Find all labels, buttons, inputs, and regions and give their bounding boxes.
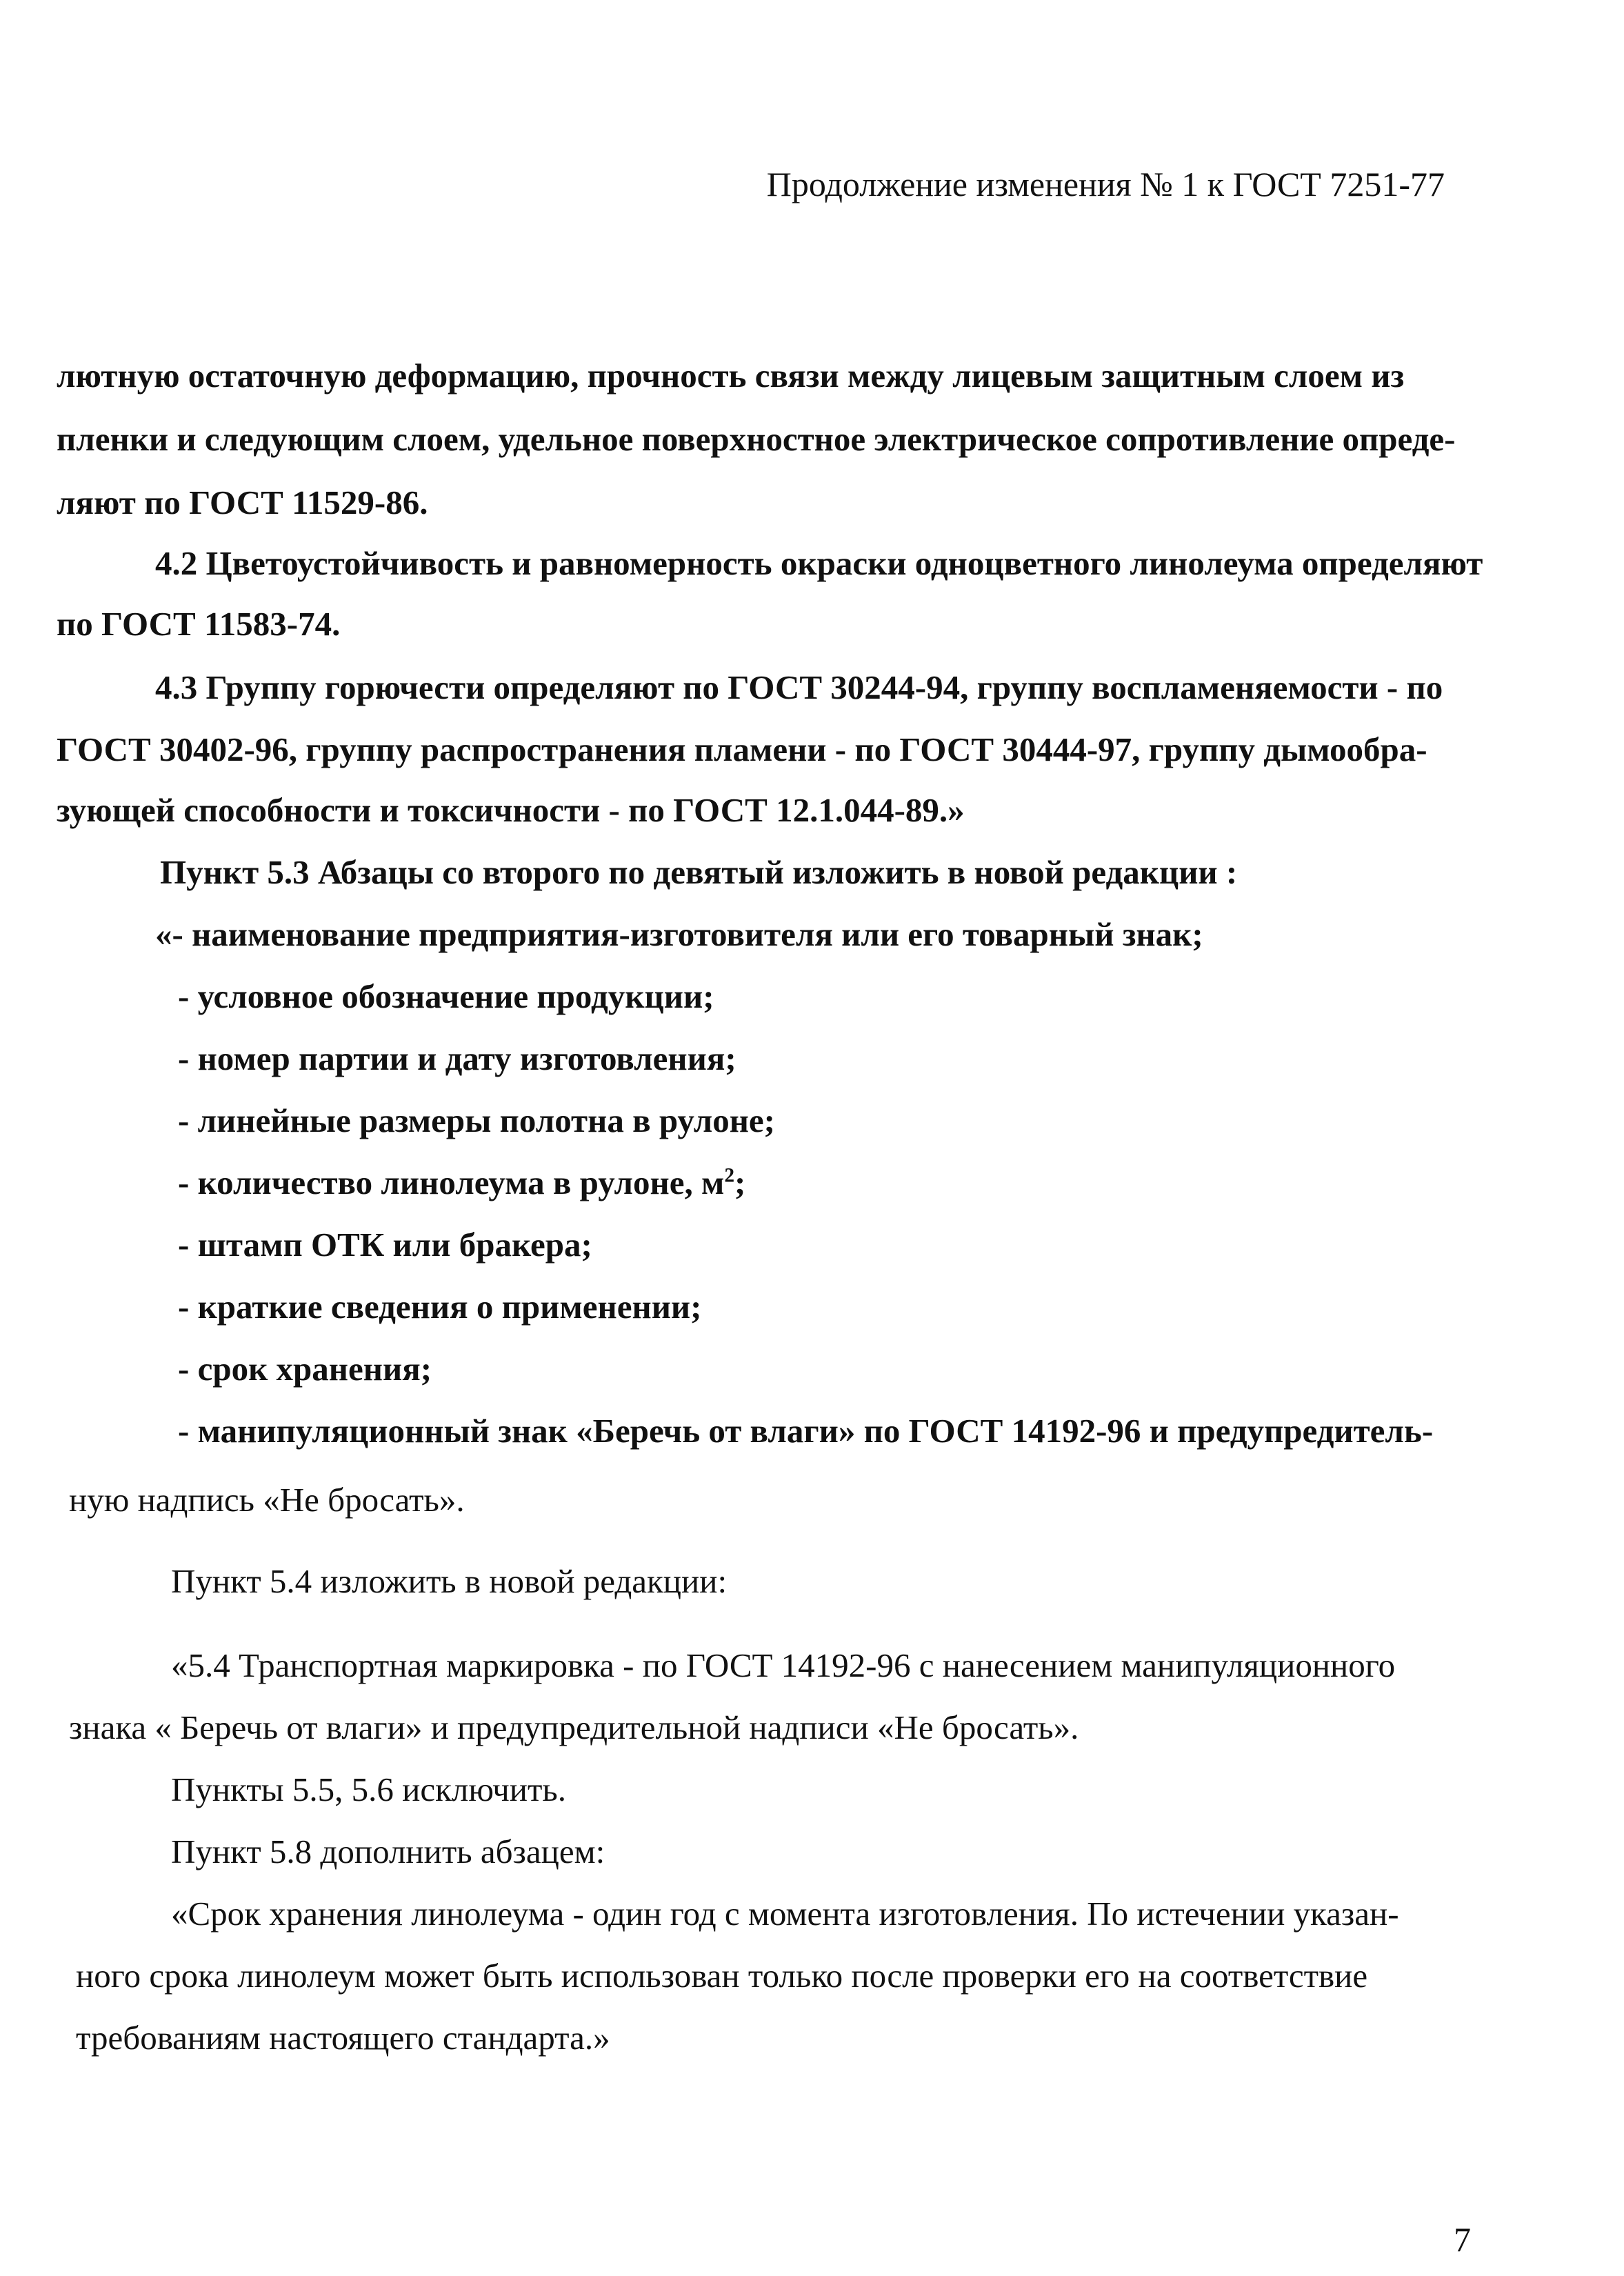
paragraph-4-2-line-2: по ГОСТ 11583-74. <box>57 605 341 643</box>
list-item-5-superscript: 2 <box>724 1164 735 1187</box>
paragraph-5-4-line-2: знака « Беречь от влаги» и предупредительной надписи «Не бросать». <box>69 1708 1079 1746</box>
paragraph-4-3-line-1: 4.3 Группу горючести определяют по ГОСТ 30244-94, группу воспламеняемости - по <box>155 668 1443 706</box>
paragraph-4-3-line-2: ГОСТ 30402-96, группу распространения пламени - по ГОСТ 30444-97, группу дымообра- <box>57 730 1427 768</box>
paragraph-shelf-life-line-1: «Срок хранения линолеума - один год с момента изготовления. По истечении указан- <box>171 1895 1399 1933</box>
list-item-1: «- наименование предприятия-изготовителя или его товарный знак; <box>155 915 1203 953</box>
list-item-2: - условное обозначение продукции; <box>178 977 714 1015</box>
paragraph-4-2-line-1: 4.2 Цветоустойчивость и равномерность окраски одноцветного линолеума определяют <box>155 544 1483 582</box>
paragraph-1-line-1: лютную остаточную деформацию, прочность связи между лицевым защитным слоем из <box>57 357 1405 395</box>
list-item-9-line-2: ную надпись «Не бросать». <box>69 1481 465 1519</box>
list-item-9-line-1: - манипуляционный знак «Беречь от влаги» по ГОСТ 14192-96 и предупредитель- <box>178 1412 1434 1450</box>
list-item-3: - номер партии и дату изготовления; <box>178 1039 736 1077</box>
paragraph-punkt-5-5: Пункты 5.5, 5.6 исключить. <box>171 1770 566 1808</box>
page-header: Продолжение изменения № 1 к ГОСТ 7251-77 <box>766 165 1445 203</box>
paragraph-shelf-life-line-3: требованиям настоящего стандарта.» <box>76 2019 610 2057</box>
paragraph-4-3-line-3: зующей способности и токсичности - по ГОСТ 12.1.044-89.» <box>57 791 965 829</box>
list-item-6: - штамп ОТК или бракера; <box>178 1226 592 1264</box>
paragraph-punkt-5-8: Пункт 5.8 дополнить абзацем: <box>171 1833 605 1870</box>
page-number: 7 <box>1454 2220 1471 2259</box>
list-item-5 <box>178 1166 745 1199</box>
list-item-8: - срок хранения; <box>178 1350 432 1388</box>
list-item-5-tail: ; <box>734 1164 746 1201</box>
paragraph-punkt-5-3: Пункт 5.3 Абзацы со второго по девятый изложить в новой редакции : <box>160 853 1238 891</box>
paragraph-shelf-life-line-2: ного срока линолеум может быть использован только после проверки его на соответствие <box>76 1957 1368 1995</box>
list-item-5-text: - количество линолеума в рулоне, м <box>178 1164 725 1201</box>
list-item-7: - краткие сведения о применении; <box>178 1288 702 1326</box>
paragraph-1-line-3: ляют по ГОСТ 11529-86. <box>57 483 428 521</box>
list-item-4: - линейные размеры полотна в рулоне; <box>178 1101 775 1139</box>
paragraph-punkt-5-4: Пункт 5.4 изложить в новой редакции: <box>171 1562 728 1600</box>
paragraph-5-4-line-1: «5.4 Транспортная маркировка - по ГОСТ 14192-96 с нанесением манипуляционного <box>171 1646 1396 1684</box>
paragraph-1-line-2: пленки и следующим слоем, удельное поверхностное электрическое сопротивление опреде- <box>57 420 1456 458</box>
